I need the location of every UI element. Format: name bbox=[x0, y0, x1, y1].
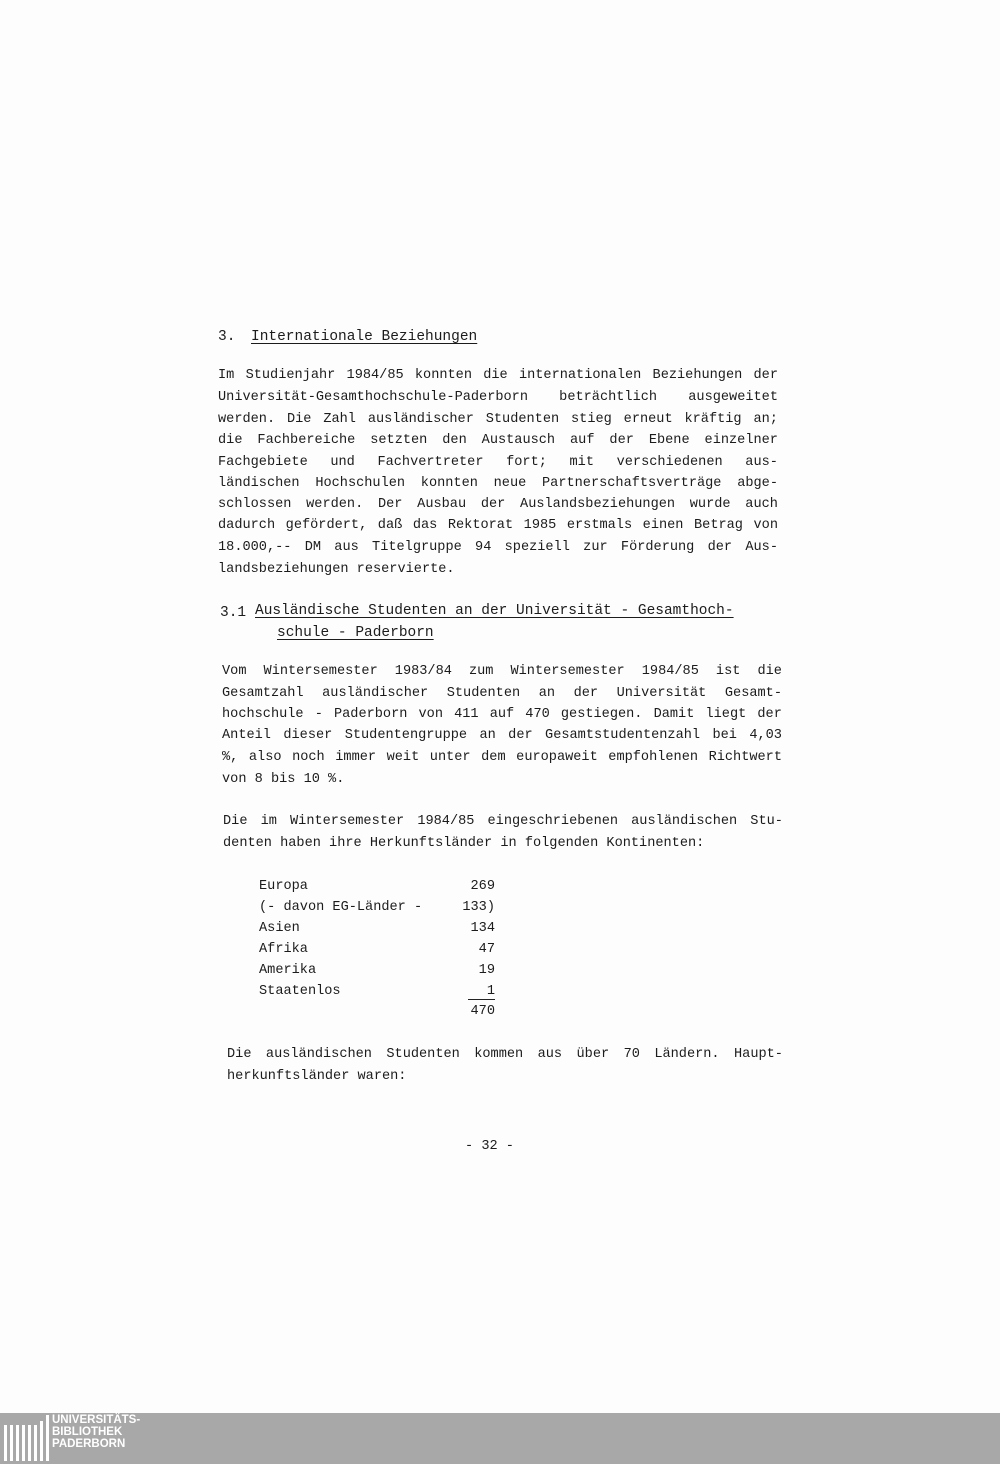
word: zum bbox=[468, 664, 494, 679]
continent-label: Europa bbox=[259, 879, 308, 894]
paragraph-line bbox=[218, 518, 778, 533]
word: DM bbox=[304, 540, 322, 555]
word: hochschule bbox=[222, 707, 304, 722]
word: im bbox=[260, 814, 277, 829]
subsection-title-line1: Ausländische Studenten an der Universität - Gesamthoch- bbox=[255, 603, 734, 619]
continent-label: Asien bbox=[259, 921, 300, 936]
continent-value: 134 bbox=[470, 921, 495, 936]
word: ländischen bbox=[218, 476, 300, 491]
word: die bbox=[218, 433, 243, 448]
library-logo-line: UNIVERSITÄTS- bbox=[52, 1414, 141, 1426]
word: ausländischer bbox=[322, 686, 429, 701]
word: ausgeweitet bbox=[688, 390, 778, 405]
word: 1985 bbox=[523, 518, 557, 533]
word: der bbox=[609, 433, 634, 448]
paragraph-line bbox=[222, 664, 782, 679]
word: internationalen bbox=[518, 368, 642, 383]
paragraph-line bbox=[218, 390, 778, 405]
paragraph-line bbox=[218, 412, 778, 427]
paragraph-line bbox=[223, 814, 783, 829]
continent-value: 269 bbox=[470, 879, 495, 894]
word: ausländischen bbox=[265, 1047, 372, 1062]
word: europaweit bbox=[516, 750, 598, 765]
word: gefördert, bbox=[285, 518, 368, 533]
word: konnten bbox=[420, 476, 478, 491]
word: 1984/85 bbox=[346, 368, 404, 383]
word: 4,03 bbox=[749, 728, 782, 743]
word: konnten bbox=[414, 368, 472, 383]
word: aus bbox=[537, 1047, 563, 1062]
word: werden. bbox=[218, 412, 276, 427]
sum-rule bbox=[468, 999, 495, 1000]
word: gestiegen. bbox=[560, 707, 643, 722]
word: Betrag bbox=[694, 518, 743, 533]
subsection-title-line2: schule - Paderborn bbox=[277, 625, 434, 641]
word: Gesamtstudentenzahl bbox=[545, 728, 701, 743]
word: eingeschriebenen bbox=[487, 814, 619, 829]
word: Stu- bbox=[750, 814, 783, 829]
word: - bbox=[314, 707, 323, 722]
paragraph-line bbox=[222, 707, 782, 722]
table-total: 470 bbox=[470, 1004, 495, 1019]
word: setzten bbox=[370, 433, 428, 448]
word: dadurch bbox=[218, 518, 276, 533]
word: der bbox=[753, 368, 778, 383]
paragraph-line bbox=[218, 497, 778, 512]
continent-label: Afrika bbox=[259, 942, 308, 957]
word: Rektorat bbox=[447, 518, 514, 533]
word: Ausbau bbox=[417, 497, 467, 512]
word: kommen bbox=[474, 1047, 524, 1062]
word: werden. bbox=[306, 497, 364, 512]
word: auch bbox=[745, 497, 778, 512]
subsection-number: 3.1 bbox=[220, 605, 247, 621]
word: speziell bbox=[504, 540, 570, 555]
word: dem bbox=[481, 750, 506, 765]
paragraph-line: landsbeziehungen reservierte. bbox=[218, 562, 455, 577]
word: Studenten bbox=[386, 1047, 460, 1062]
word: der bbox=[508, 728, 533, 743]
word: Titelgruppe bbox=[372, 540, 462, 555]
word: Die bbox=[286, 412, 312, 427]
word: die bbox=[757, 664, 782, 679]
word: Damit bbox=[653, 707, 695, 722]
paragraph-line bbox=[222, 750, 782, 765]
word: Studenten bbox=[446, 686, 521, 701]
word: der bbox=[573, 686, 599, 701]
word: Fachbereiche bbox=[257, 433, 356, 448]
word: den bbox=[442, 433, 467, 448]
word: Wintersemester bbox=[510, 664, 625, 679]
word: 1984/85 bbox=[417, 814, 475, 829]
paragraph-line: von 8 bis 10 %. bbox=[222, 772, 345, 787]
library-logo-line: BIBLIOTHEK bbox=[52, 1426, 123, 1438]
word: Auslandsbeziehungen bbox=[520, 497, 676, 512]
word: weit bbox=[386, 750, 420, 765]
paragraph-line bbox=[222, 686, 782, 701]
word: bei bbox=[712, 728, 737, 743]
library-logo-line: PADERBORN bbox=[52, 1438, 126, 1450]
word: von bbox=[753, 518, 778, 533]
word: Universität-Gesamthochschule-Paderborn bbox=[218, 390, 528, 405]
word: einen bbox=[642, 518, 684, 533]
word: Studenten bbox=[485, 412, 560, 427]
word: Haupt- bbox=[734, 1047, 783, 1062]
word: 411 bbox=[454, 707, 479, 722]
word: der bbox=[757, 707, 782, 722]
continent-value: 133) bbox=[462, 900, 495, 915]
word: Anteil bbox=[222, 728, 271, 743]
word: Die bbox=[227, 1047, 252, 1062]
word: und bbox=[330, 455, 355, 470]
word: Die bbox=[223, 814, 248, 829]
word: der bbox=[480, 497, 506, 512]
section-title: Internationale Beziehungen bbox=[251, 329, 478, 345]
continent-label: (- davon EG-Länder - bbox=[259, 900, 423, 915]
word: der bbox=[707, 540, 733, 555]
paragraph-line bbox=[222, 728, 782, 743]
continent-value: 19 bbox=[478, 963, 495, 978]
continent-label: Staatenlos bbox=[259, 984, 341, 999]
word: liegt bbox=[705, 707, 747, 722]
word: zur bbox=[583, 540, 608, 555]
paragraph-line bbox=[218, 540, 778, 555]
continent-label: Amerika bbox=[259, 963, 317, 978]
word: neue bbox=[493, 476, 527, 491]
word: empfohlenen bbox=[608, 750, 699, 765]
word: Gesamt- bbox=[724, 686, 782, 701]
word: Der bbox=[377, 497, 403, 512]
word: Im bbox=[218, 368, 235, 383]
word: ist bbox=[715, 664, 741, 679]
word: ausländischen bbox=[631, 814, 738, 829]
word: fort; bbox=[506, 455, 547, 470]
word: Gesamtzahl bbox=[222, 686, 304, 701]
word: von bbox=[418, 707, 443, 722]
word: aus- bbox=[745, 455, 778, 470]
word: mit bbox=[569, 455, 594, 470]
word: stieg bbox=[571, 412, 612, 427]
word: 70 bbox=[623, 1047, 640, 1062]
word: wurde bbox=[689, 497, 731, 512]
word: verschiedenen bbox=[616, 455, 723, 470]
word: 94 bbox=[475, 540, 492, 555]
word: Studentengruppe bbox=[344, 728, 468, 743]
word: schlossen bbox=[218, 497, 292, 512]
word: Studienjahr bbox=[245, 368, 336, 383]
word: Richtwert bbox=[708, 750, 782, 765]
paragraph-line bbox=[227, 1047, 783, 1062]
word: kräftig bbox=[684, 412, 742, 427]
word: Wintersemester bbox=[290, 814, 405, 829]
word: noch bbox=[292, 750, 325, 765]
word: einzelner bbox=[704, 433, 778, 448]
word: Fachvertreter bbox=[377, 455, 484, 470]
page-number: - 32 - bbox=[465, 1139, 514, 1154]
word: Hochschulen bbox=[315, 476, 406, 491]
paragraph-line: denten haben ihre Herkunftsländer in folgenden Kontinenten: bbox=[223, 836, 705, 851]
word: Ebene bbox=[648, 433, 690, 448]
paragraph-line bbox=[218, 433, 778, 448]
paragraph-line bbox=[218, 368, 778, 383]
word: die bbox=[483, 368, 508, 383]
word: aus bbox=[334, 540, 359, 555]
paragraph-line: herkunftsländer waren: bbox=[227, 1069, 407, 1084]
paragraph-line bbox=[218, 476, 778, 491]
library-barcode-icon bbox=[4, 1415, 49, 1461]
paragraph-line bbox=[218, 455, 778, 470]
word: %, bbox=[222, 750, 239, 765]
word: Fachgebiete bbox=[218, 455, 308, 470]
word: Universität bbox=[616, 686, 707, 701]
word: Paderborn bbox=[333, 707, 408, 722]
word: an; bbox=[753, 412, 778, 427]
continent-value: 47 bbox=[478, 942, 495, 957]
word: Partnerschaftsverträge bbox=[542, 476, 722, 491]
section-number: 3. bbox=[218, 329, 236, 345]
word: Wintersemester bbox=[263, 664, 378, 679]
word: Vom bbox=[222, 664, 247, 679]
word: ausländischer bbox=[367, 412, 474, 427]
word: 1984/85 bbox=[641, 664, 699, 679]
word: erneut bbox=[623, 412, 673, 427]
word: auf bbox=[489, 707, 515, 722]
word: abge- bbox=[737, 476, 778, 491]
library-footer bbox=[0, 1413, 1000, 1464]
word: Beziehungen bbox=[652, 368, 743, 383]
word: daß bbox=[377, 518, 403, 533]
word: 1983/84 bbox=[394, 664, 452, 679]
word: an bbox=[479, 728, 496, 743]
continent-value: 1 bbox=[486, 984, 495, 999]
word: dieser bbox=[283, 728, 333, 743]
library-logo-text bbox=[52, 1414, 140, 1450]
word: das bbox=[412, 518, 438, 533]
word: über bbox=[576, 1047, 610, 1062]
word: Aus- bbox=[745, 540, 778, 555]
word: 18.000,-- bbox=[218, 540, 292, 555]
word: Austausch bbox=[481, 433, 556, 448]
word: an bbox=[538, 686, 556, 701]
word: Förderung bbox=[620, 540, 695, 555]
word: 470 bbox=[525, 707, 550, 722]
word: erstmals bbox=[566, 518, 633, 533]
word: Zahl bbox=[323, 412, 356, 427]
word: unter bbox=[429, 750, 471, 765]
word: beträchtlich bbox=[559, 390, 658, 405]
word: also bbox=[248, 750, 282, 765]
word: Ländern. bbox=[654, 1047, 720, 1062]
word: auf bbox=[570, 433, 595, 448]
word: immer bbox=[335, 750, 377, 765]
